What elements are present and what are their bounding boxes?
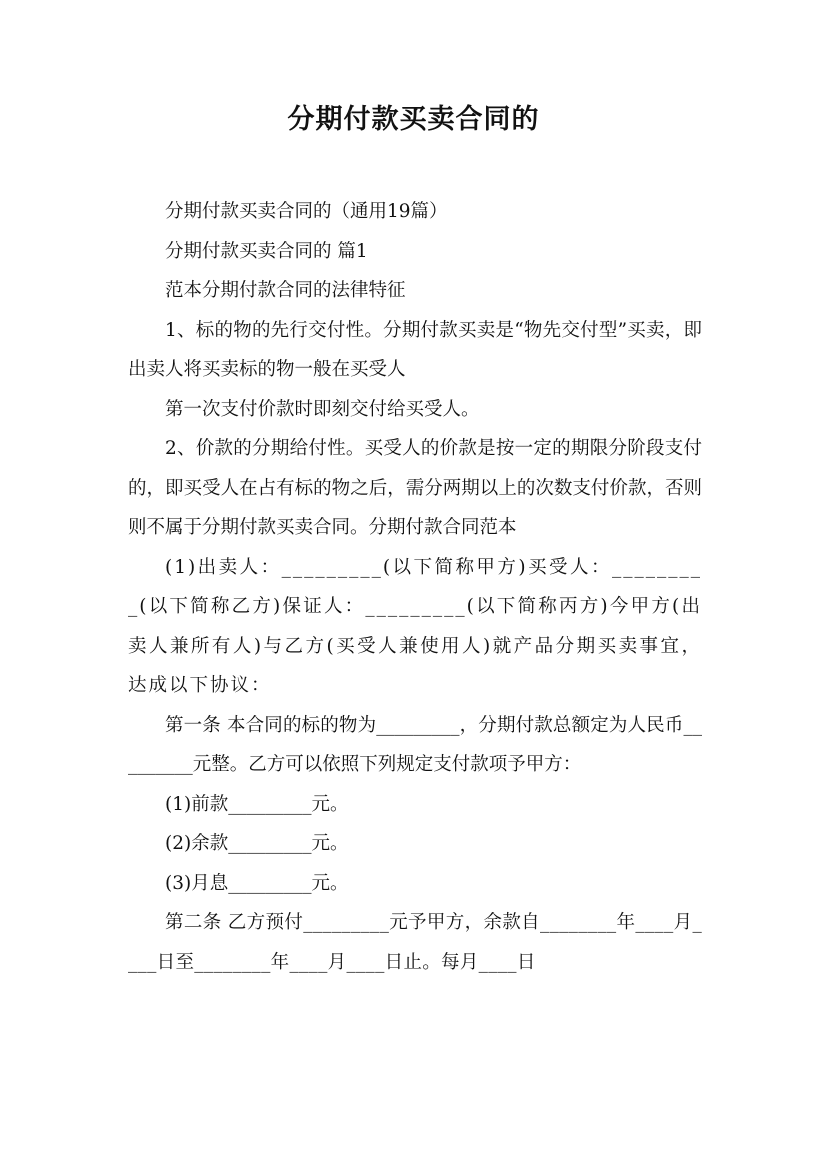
document-title: 分期付款买卖合同的 [287,104,540,135]
paragraph-item-2: 2、价款的分期给付性。买受人的价款是按一定的期限分阶段支付的，即买受人在占有标的物之后，需分两期以上的次数支付价款，否则则不属于分期付款买卖合同。分期付款合同范本 [128,438,702,538]
paragraph-article-1: 第一条 本合同的标的物为_________，分期付款总额定为人民币_________元整。乙方可以依照下列规定支付款项予甲方： [128,714,702,775]
paragraph-monthly-interest: (3)月息_________元。 [165,872,349,894]
paragraph-article-2: 第二条 乙方预付_________元予甲方，余款自________年____月____日至________年____月____日止。每月____日 [128,912,702,973]
paragraph-item-1-cont: 第一次支付价款时即刻交付给买受人。 [165,398,480,420]
paragraph-section-heading: 分期付款买卖合同的 篇1 [165,240,368,262]
paragraph-parties: (1)出卖人：_________(以下简称甲方)买受人：_________(以下简称乙方)保证人：_________(以下简称丙方)今甲方(出卖人兼所有人)与乙方(买受人兼使用人)就产品分期买卖事宜，达成以下协议： [128,556,702,696]
paragraph-item-1: 1、标的物的先行交付性。分期付款买卖是“物先交付型”买卖，即出卖人将买卖标的物一般在买受人 [128,319,702,380]
document-body [128,192,702,982]
paragraph-balance: (2)余款_________元。 [165,833,349,854]
paragraph-subtitle: 分期付款买卖合同的（通用19篇） [165,201,448,222]
paragraph-legal-features: 范本分期付款合同的法律特征 [165,280,406,301]
paragraph-down-payment: (1)前款_________元。 [165,793,349,815]
